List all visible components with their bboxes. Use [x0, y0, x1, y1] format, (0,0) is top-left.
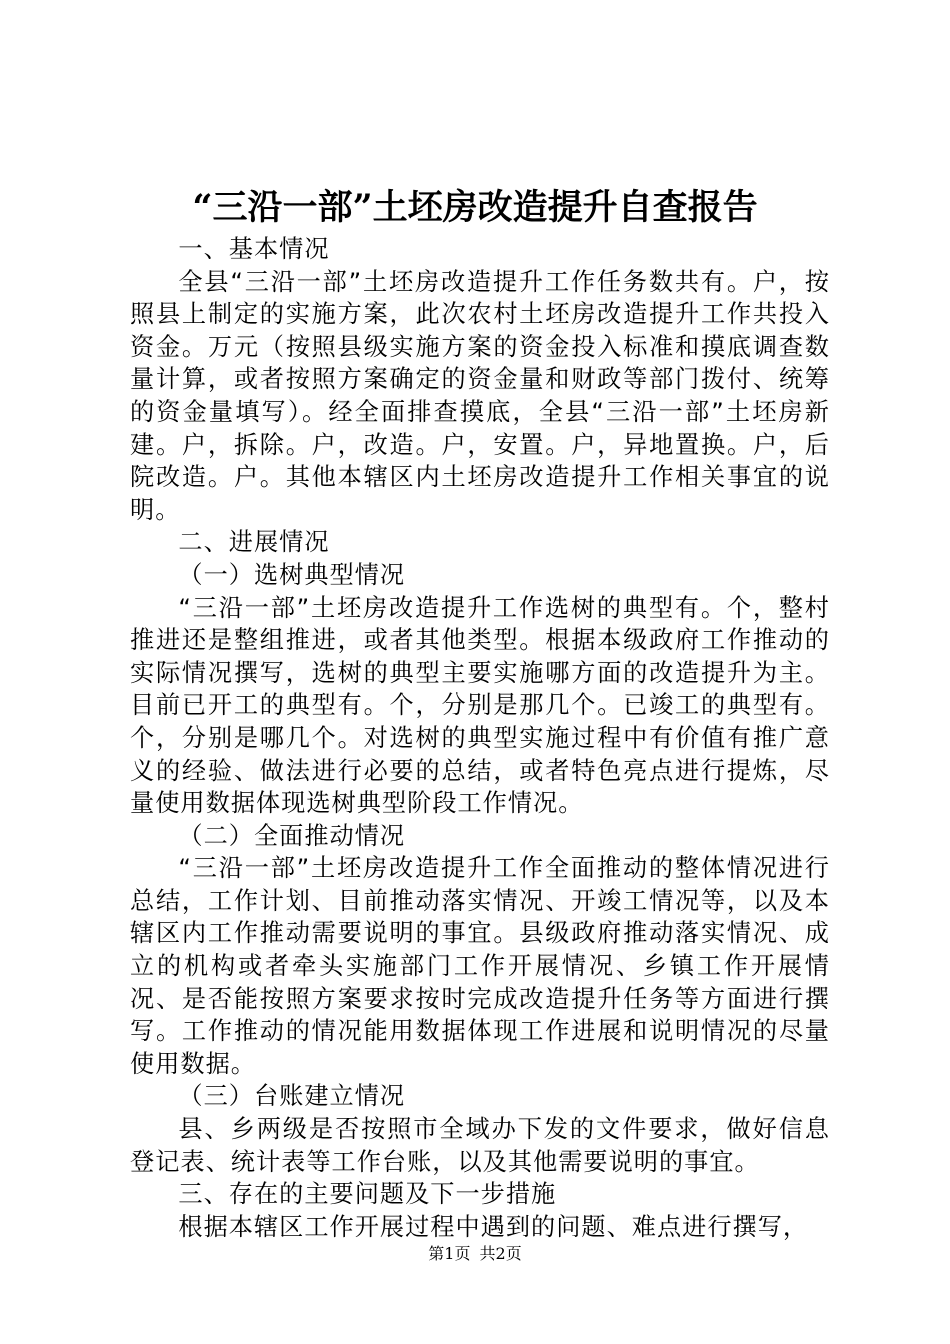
paragraph-overall: “三沿一部”土坯房改造提升工作全面推动的整体情况进行总结，工作计划、目前推动落实情况、开竣工情况等，以及本辖区内工作推动需要说明的事宜。县级政府推动落实情况、成立的机构或者牵头实施部门工作开展情况、乡镇工作开展情况、是否能按照方案要求按时完成改造提升任务等方面进行撰写。工作推动的情况能用数据体现工作进展和说明情况的尽量使用数据。 [130, 854, 830, 1078]
paragraph-ledger: 县、乡两级是否按照市全域办下发的文件要求，做好信息登记表、统计表等工作台账，以及其他需要说明的事宜。 [130, 1115, 830, 1176]
paragraph-problems: 根据本辖区工作开展过程中遇到的问题、难点进行撰写， [178, 1212, 809, 1241]
paragraph-typical: “三沿一部”土坯房改造提升工作选树的典型有。个，整村推进还是整组推进，或者其他类型。根据本级政府工作推动的实际情况撰写，选树的典型主要实施哪方面的改造提升为主。目前已开工的典型有。个，分别是那几个。已竣工的典型有。个，分别是哪几个。对选树的典型实施过程中有价值有推广意义的经验、做法进行必要的总结，或者特色亮点进行提炼，尽量使用数据体现选树典型阶段工作情况。 [130, 593, 830, 818]
subsection-heading-overall: （二）全面推动情况 [178, 821, 406, 850]
subsection-heading-typical: （一）选树典型情况 [178, 560, 406, 589]
document-title: “三沿一部”土坯房改造提升自查报告 [192, 187, 758, 228]
subsection-heading-ledger: （三）台账建立情况 [178, 1082, 406, 1111]
paragraph-basic-info: 全县“三沿一部”土坯房改造提升工作任务数共有。户，按照县上制定的实施方案，此次农村土坯房改造提升工作共投入资金。万元（按照县级实施方案的资金投入标准和摸底调查数量计算，或者按照方案确定的资金量和财政等部门拨付、统筹的资金量填写）。经全面排查摸底，全县“三沿一部”土坯房新建。户，拆除。户，改造。户，安置。户，异地置换。户，后院改造。户。其他本辖区内土坯房改造提升工作相关事宜的说明。 [130, 267, 830, 524]
document-body [130, 233, 830, 1243]
section-heading-problems: 三、存在的主要问题及下一步措施 [178, 1180, 557, 1209]
page-footer: 第1页 共2页 [428, 1244, 522, 1263]
section-heading-basic: 一、基本情况 [178, 235, 330, 263]
section-heading-progress: 二、进展情况 [178, 528, 330, 557]
